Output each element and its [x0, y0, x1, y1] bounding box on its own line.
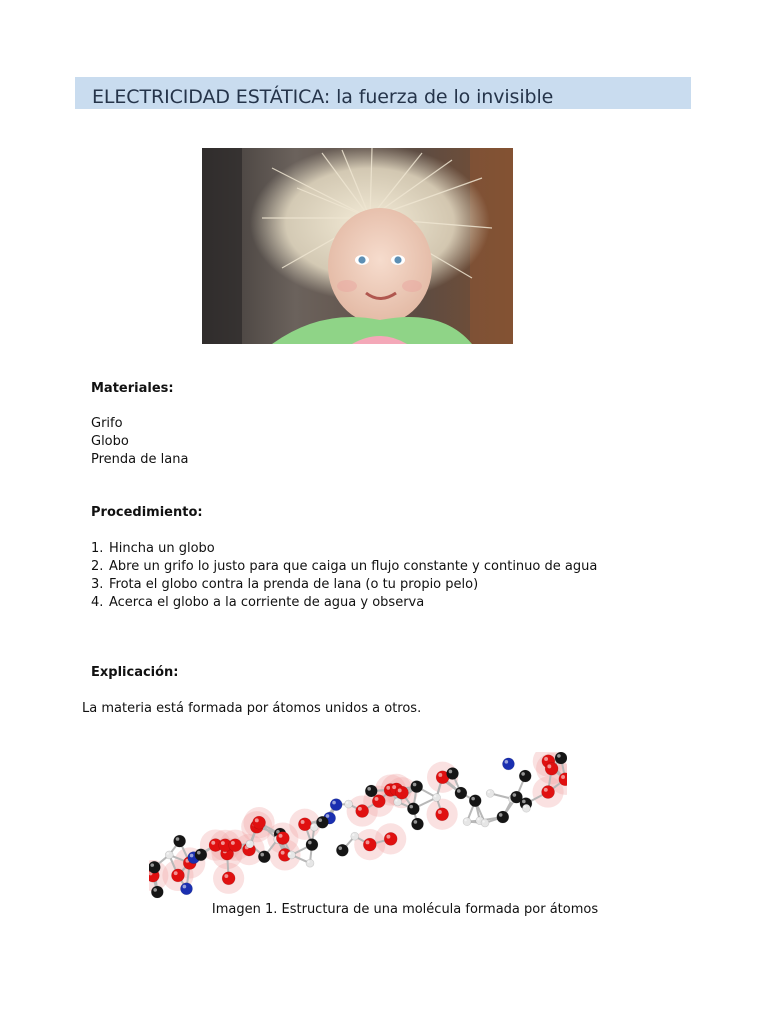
- atom-highlight: [375, 797, 379, 801]
- atom-highlight: [471, 797, 475, 801]
- atom: [502, 758, 514, 770]
- atom: [276, 832, 289, 845]
- material-item: Grifo: [91, 416, 123, 431]
- atom-highlight: [561, 775, 565, 779]
- atom-highlight: [183, 885, 187, 889]
- atom-highlight: [289, 852, 291, 854]
- atom: [351, 832, 359, 840]
- atom: [372, 795, 385, 808]
- atom-highlight: [544, 757, 548, 761]
- atom-highlight: [247, 841, 249, 843]
- atom-highlight: [279, 834, 283, 838]
- atom-highlight: [457, 789, 461, 793]
- atom: [433, 794, 441, 802]
- atom-highlight: [434, 795, 436, 797]
- atom-highlight: [221, 841, 225, 845]
- atom-highlight: [547, 764, 551, 768]
- atom: [222, 872, 235, 885]
- atom-highlight: [409, 805, 413, 809]
- atom: [149, 861, 160, 873]
- page-title: ELECTRICIDAD ESTÁTICA: la fuerza de lo invisible: [92, 86, 554, 108]
- explanation-heading: Explicación:: [91, 665, 179, 680]
- atom: [180, 883, 192, 895]
- atom: [253, 816, 266, 829]
- atom-highlight: [398, 788, 402, 792]
- atom: [497, 811, 509, 823]
- atom: [316, 816, 328, 828]
- material-item: Prenda de lana: [91, 452, 189, 467]
- atom: [151, 886, 163, 898]
- atom-highlight: [414, 820, 418, 824]
- atom: [519, 770, 531, 782]
- title-band: [75, 77, 691, 109]
- atom: [555, 752, 567, 764]
- molecule-illustration: [149, 752, 567, 900]
- atom: [411, 818, 423, 830]
- atom-highlight: [392, 785, 396, 789]
- atom: [287, 851, 295, 859]
- atom-highlight: [464, 819, 466, 821]
- procedure-step: 2. Abre un grifo lo justo para que caiga un flujo constante y continuo de agua: [91, 559, 598, 574]
- atom-highlight: [386, 835, 390, 839]
- atom: [195, 849, 207, 861]
- atom-highlight: [477, 818, 479, 820]
- atom-highlight: [176, 837, 180, 841]
- atom: [174, 835, 186, 847]
- atom: [463, 818, 471, 826]
- procedure-steps: [91, 540, 597, 612]
- atom-highlight: [224, 874, 228, 878]
- atom: [481, 819, 489, 827]
- atom: [407, 803, 419, 815]
- materials-heading: Materiales:: [91, 381, 174, 396]
- atom-highlight: [438, 810, 442, 814]
- explanation-paragraph: La materia está formada por átomos unidos a otros.: [82, 701, 422, 716]
- atom-highlight: [312, 824, 314, 826]
- atom-highlight: [524, 806, 526, 808]
- atom-highlight: [211, 841, 215, 845]
- atom-highlight: [338, 846, 342, 850]
- atom: [171, 869, 184, 882]
- procedure-step: 1. Hincha un globo: [91, 541, 215, 556]
- atom-highlight: [301, 820, 305, 824]
- atom-highlight: [505, 760, 509, 764]
- atom: [306, 839, 318, 851]
- atom: [469, 795, 481, 807]
- atom: [165, 851, 173, 859]
- atom-highlight: [332, 801, 336, 805]
- atom-highlight: [174, 871, 178, 875]
- atom: [365, 785, 377, 797]
- atom: [336, 844, 348, 856]
- atom: [345, 800, 353, 808]
- atom-highlight: [231, 841, 235, 845]
- atom: [330, 799, 342, 811]
- material-item: Globo: [91, 434, 129, 449]
- atom: [545, 762, 558, 775]
- atom-highlight: [366, 840, 370, 844]
- atom: [356, 805, 369, 818]
- atom-highlight: [449, 770, 453, 774]
- figure-caption: Imagen 1. Estructura de una molécula formada por átomos: [211, 902, 599, 917]
- atom-highlight: [318, 818, 322, 822]
- atom-highlight: [308, 841, 312, 845]
- atom: [395, 786, 408, 799]
- atom: [542, 786, 555, 799]
- atom: [522, 804, 530, 812]
- atom: [229, 839, 242, 852]
- child-static-hair-photo: [202, 148, 513, 344]
- atom-highlight: [367, 787, 371, 791]
- atom: [298, 818, 311, 831]
- atom-highlight: [150, 863, 154, 867]
- atom: [363, 838, 376, 851]
- atom-highlight: [513, 793, 517, 797]
- atom-highlight: [557, 754, 561, 758]
- atom-highlight: [544, 788, 548, 792]
- atom-highlight: [499, 813, 503, 817]
- atom: [436, 808, 449, 821]
- atom-highlight: [307, 861, 309, 863]
- atom: [447, 768, 459, 780]
- atom-highlight: [358, 807, 362, 811]
- atom-highlight: [352, 834, 354, 836]
- atom-highlight: [521, 772, 525, 776]
- atom-highlight: [153, 888, 157, 892]
- procedure-step: 3. Frota el globo contra la prenda de lana (o tu propio pelo): [91, 577, 479, 592]
- atom: [384, 832, 397, 845]
- atom-highlight: [346, 801, 348, 803]
- atom: [411, 781, 423, 793]
- atom: [246, 840, 254, 848]
- atom-highlight: [260, 853, 264, 857]
- atom-highlight: [413, 783, 417, 787]
- atom: [306, 859, 314, 867]
- atom-highlight: [522, 800, 526, 804]
- atom-highlight: [395, 799, 397, 801]
- procedure-step: 4. Acerca el globo a la corriente de agua y observa: [91, 595, 425, 610]
- atom-highlight: [197, 851, 201, 855]
- procedure-heading: Procedimiento:: [91, 505, 203, 520]
- atom-highlight: [438, 773, 442, 777]
- atom-highlight: [482, 820, 484, 822]
- atom-highlight: [167, 852, 169, 854]
- atom: [258, 851, 270, 863]
- atom: [455, 787, 467, 799]
- atom-highlight: [255, 818, 259, 822]
- atom-highlight: [190, 854, 194, 858]
- atom-highlight: [326, 814, 330, 818]
- atom: [486, 789, 494, 797]
- atom-highlight: [488, 791, 490, 793]
- atom-highlight: [281, 851, 285, 855]
